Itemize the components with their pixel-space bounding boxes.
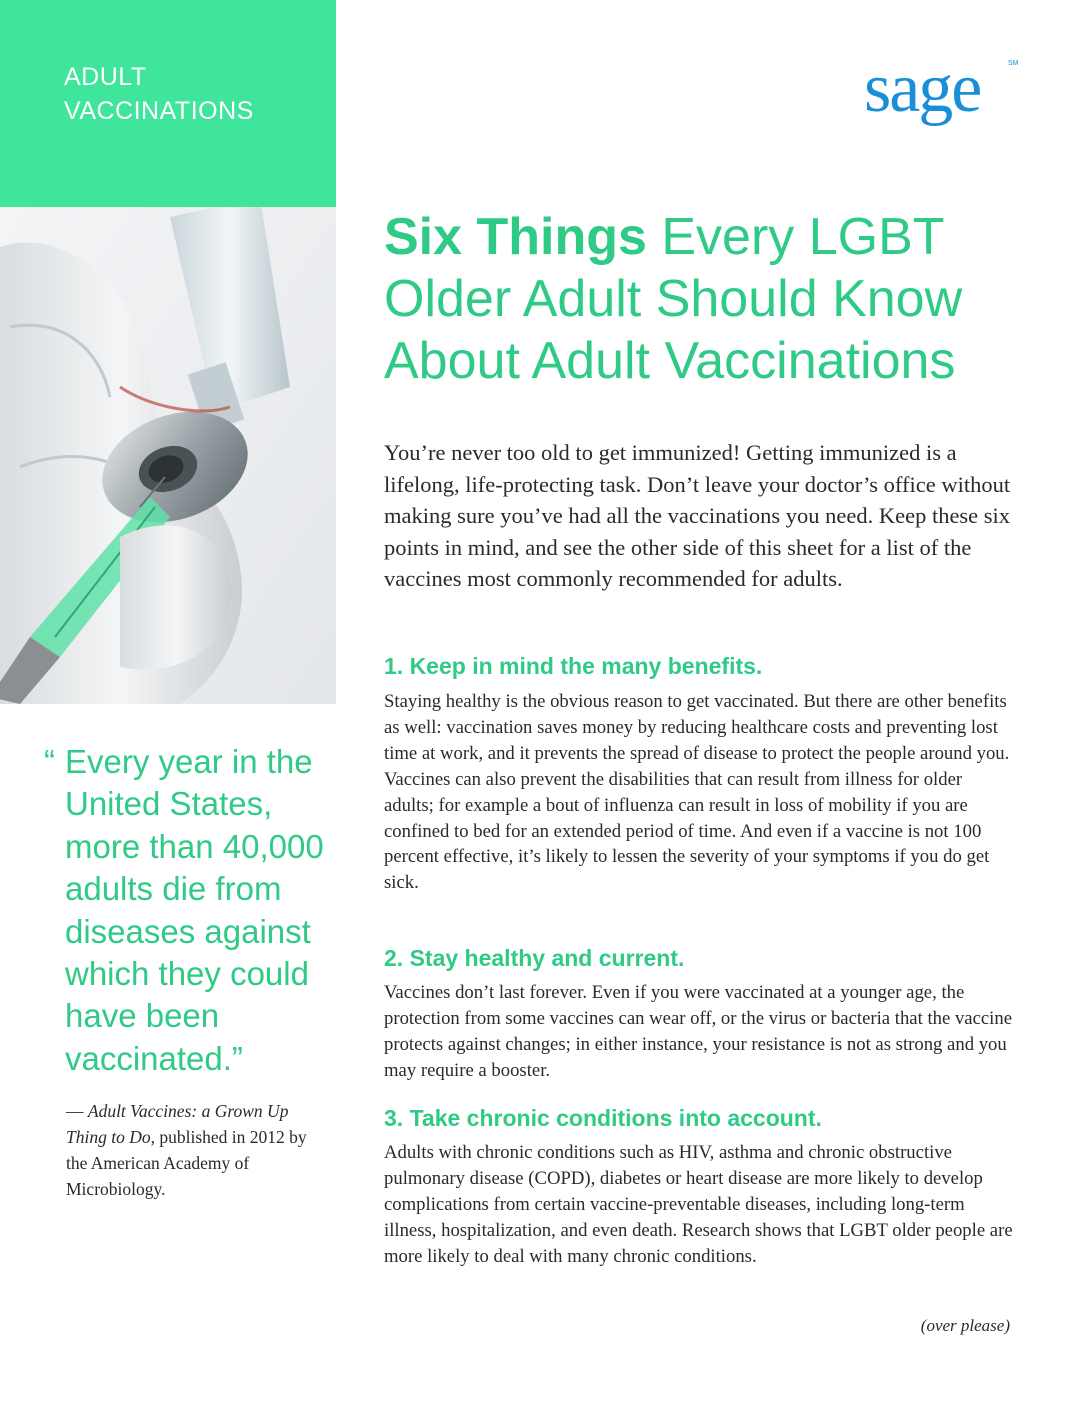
page-title (384, 206, 1064, 392)
step-2-heading: 2. Stay healthy and current. (384, 945, 685, 971)
title-line-1-rest: Every LGBT (646, 208, 945, 266)
vaccine-syringe-photo (0, 207, 336, 704)
sage-logo (864, 50, 1024, 144)
pull-quote-text: Every year in the United States, more than 40,000 adults die from diseases against which they could have been vaccinated.” (65, 743, 324, 1077)
step-1-heading: 1. Keep in mind the many benefits. (384, 653, 763, 679)
citation-title: Adult Vaccines: a Grown Up Thing to Do (66, 1101, 289, 1147)
step-3-heading: 3. Take chronic conditions into account. (384, 1105, 822, 1131)
over-please-note: (over please) (920, 1316, 1010, 1335)
service-mark: SM (1008, 60, 1019, 67)
header-color-block (0, 0, 336, 207)
quote-citation (66, 1098, 331, 1202)
title-line-3: About Adult Vaccinations (384, 332, 956, 390)
logo-wordmark: sage (864, 50, 981, 127)
citation-rest: , published in 2012 by the American Academy of Microbiology. (66, 1127, 307, 1199)
step-3-body: Adults with chronic conditions such as HIV, asthma and chronic obstructive pulmonary disease (COPD), diabetes or heart disease are more likely to develop complications from certain vaccine-preventable diseases, including long-term illness, hospitalization, and even death. Research shows that LGBT older people are more likely to deal with many chronic conditions. (384, 1142, 1013, 1267)
citation-dash: — (66, 1101, 88, 1121)
syringe-illustration (0, 207, 336, 704)
section-label: ADULT VACCINATIONS (64, 63, 254, 125)
open-quote-mark: “ (44, 743, 55, 780)
intro-paragraph: You’re never too old to get immunized! Getting immunized is a lifelong, life-protecting task. Don’t leave your doctor’s office without making sure you’ve had all the vaccinations you need. Keep these six points in mind, and see the other side of this sheet for a list of the vaccines most commonly recommended for adults. (384, 440, 1011, 591)
title-emphasis: Six Things (384, 208, 647, 266)
title-line-2: Older Adult Should Know (384, 270, 963, 328)
step-1-body: Staying healthy is the obvious reason to get vaccinated. But there are other benefits as well: vaccination saves money by reducing healthcare costs and preventing lost time at work, and it prevents the spread of disease to protect the people around you. Vaccines can also prevent the disabilities that can result from illness for older adults; for example a bout of influenza can result in loss of mobility if you are confined to bed for an extended period of time. And even if a vaccine is not 100 percent effective, it’s likely to lessen the severity of your symptoms if you do get sick. (384, 691, 1010, 894)
step-2-body: Vaccines don’t last forever. Even if you were vaccinated at a younger age, the protection from some vaccines can wear off, or the virus or bacteria that the vaccine protects against changes; in either instance, your resistance is not as strong and you may require a booster. (384, 982, 1013, 1081)
title-line-1 (384, 206, 1064, 268)
